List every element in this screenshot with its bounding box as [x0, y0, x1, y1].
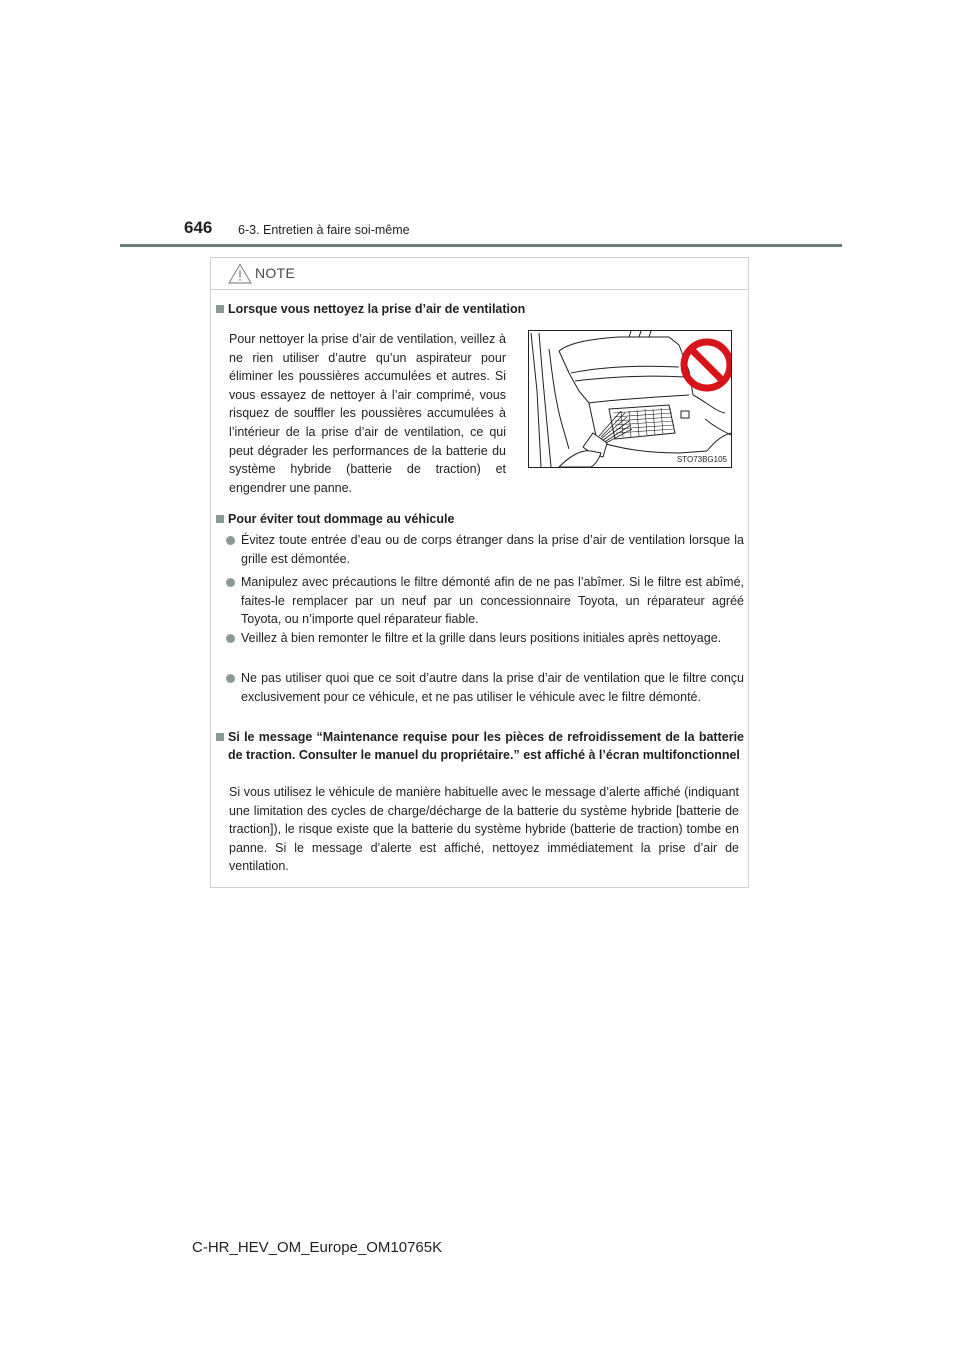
document-id: C-HR_HEV_OM_Europe_OM10765K [192, 1239, 443, 1256]
section-title: 6-3. Entretien à faire soi-même [238, 223, 410, 237]
bullet-dot-icon [226, 634, 235, 643]
list-item [226, 669, 744, 706]
section-marker-icon [216, 305, 224, 313]
note-header [211, 258, 748, 290]
vacuum-cleaning-illustration [529, 331, 732, 468]
ventilation-cleaning-figure [528, 330, 732, 468]
header-rule [120, 244, 842, 247]
list-item-text: Veillez à bien remonter le filtre et la grille dans leurs positions initiales après nettoyage. [241, 631, 722, 645]
prohibited-icon [684, 342, 730, 388]
section-heading-avoid-damage [216, 510, 744, 528]
section-heading-text: Pour éviter tout dommage au véhicule [228, 512, 455, 526]
section-heading-maintenance-message [216, 728, 744, 764]
section-heading-text: Si le message “Maintenance requise pour les pièces de refroidissement de la batterie de traction. Consulter le manuel du propriétaire.” est affiché à l’écran multifonctionnel [228, 730, 744, 762]
section-marker-icon [216, 733, 224, 741]
section-marker-icon [216, 515, 224, 523]
list-item-text: Manipulez avec précautions le filtre démonté afin de ne pas l’abîmer. Si le filtre est abîmé, faites-le remplacer par un neuf par un concessionnaire Toyota, un réparateur agréé Toyota, ou n’importe quel réparateur fiable. [241, 575, 744, 627]
list-item [226, 531, 744, 568]
bullet-dot-icon [226, 674, 235, 683]
list-item-text: Ne pas utiliser quoi que ce soit d’autre dans la prise d’air de ventilation que le filtre conçu exclusivement pour ce véhicule, et ne pas utiliser le véhicule avec le filtre démonté. [241, 671, 744, 704]
figure-code: STO73BG105 [676, 455, 727, 464]
list-item [226, 629, 744, 648]
note-label: NOTE [255, 265, 296, 281]
list-item [226, 573, 744, 629]
list-item-text: Évitez toute entrée d’eau ou de corps étranger dans la prise d’air de ventilation lorsque la grille est démontée. [241, 533, 744, 566]
section-heading-ventilation-cleaning [216, 300, 744, 318]
ventilation-cleaning-text: Pour nettoyer la prise d’air de ventilation, veillez à ne rien utiliser d’autre qu’un aspirateur pour éliminer les poussières accumulées et autres. Si vous essayez de nettoyer à l’air comprimé, vous risquez de souffler les poussières accumulées à l’intérieur de la prise d’air de ventilation, ce qui peut dégrader les performances de la batterie du système hybride (batterie de traction) et engendrer une panne. [229, 332, 506, 495]
page-number: 646 [184, 218, 213, 237]
bullet-dot-icon [226, 536, 235, 545]
warning-triangle-icon [228, 263, 252, 284]
maintenance-message-text: Si vous utilisez le véhicule de manière habituelle avec le message d’alerte affiché (indiquant une limitation des cycles de charge/décharge de la batterie du système hybride [batterie de traction]), le risque existe que la batterie du système hybride (batterie de traction) tombe en panne. Si le message d’alerte est affiché, nettoyez immédiatement la prise d’air de ventilation. [229, 785, 739, 874]
bullet-dot-icon [226, 578, 235, 587]
section-heading-text: Lorsque vous nettoyez la prise d’air de ventilation [228, 302, 526, 316]
